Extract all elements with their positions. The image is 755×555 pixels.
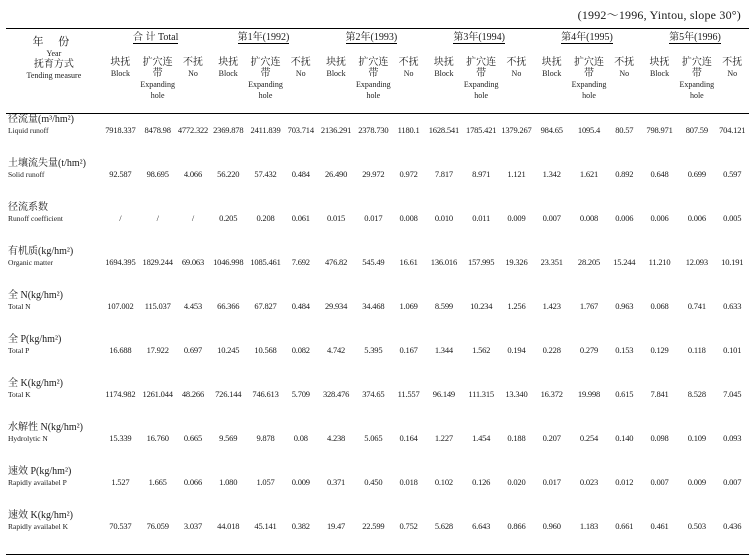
table-cell: 0.153 [615, 344, 634, 355]
row-label [6, 510, 102, 555]
subheader-cn: 块抚 [110, 57, 131, 68]
table-cell: 1785.421 [466, 124, 497, 135]
runoff-data-table [6, 28, 749, 555]
table-cell: 0.752 [399, 520, 418, 531]
table-cell: 0.503 [687, 520, 706, 531]
table-cell: 6.643 [472, 520, 491, 531]
table-cell: 0.208 [256, 212, 275, 223]
table-cell: 0.017 [542, 476, 561, 487]
header-sub-row [6, 51, 749, 113]
table-cell: 15.339 [109, 432, 132, 443]
table-cell: 1.256 [507, 300, 526, 311]
group-year-1: 第1年(1992) [237, 32, 290, 43]
table-cell: 0.279 [579, 344, 599, 355]
row-label-en: Runoff coefficient [8, 213, 63, 223]
subheader-block-g1 [102, 51, 139, 113]
table-cell: 2378.730 [358, 124, 389, 135]
table-cell: 0.194 [507, 344, 526, 355]
table-cell: 92.587 [109, 168, 132, 179]
table-cell: 476.82 [324, 256, 348, 267]
table-cell: 7.045 [723, 388, 742, 399]
table-cell: 1180.1 [397, 124, 420, 135]
table-cell: 28.205 [577, 256, 601, 267]
table-cell: 0.126 [472, 476, 491, 487]
table-cell: 807.59 [685, 124, 708, 135]
table-cell: 12.093 [685, 256, 708, 267]
table-cell: 96.149 [432, 388, 455, 399]
table-cell: 0.382 [291, 520, 310, 531]
table-cell: 5.395 [364, 344, 383, 355]
subheader-expanding-hole-g6 [678, 51, 715, 113]
table-cell: 0.006 [615, 212, 634, 223]
table-cell: 10.568 [254, 344, 277, 355]
table-cell: 1095.4 [577, 124, 601, 135]
table-cell: 2136.291 [320, 124, 352, 135]
year-label-en: Year [46, 49, 62, 58]
table-cell: 0.118 [687, 344, 706, 355]
table-cell: 0.007 [650, 476, 669, 487]
table-cell: 0.963 [615, 300, 634, 311]
table-cell: / [191, 212, 195, 223]
table-cell: 0.188 [507, 432, 526, 443]
table-cell: 0.012 [615, 476, 634, 487]
table-cell: 10.245 [217, 344, 240, 355]
table-row [6, 202, 749, 246]
table-cell: 0.207 [542, 432, 561, 443]
subheader-block-g6 [641, 51, 678, 113]
table-cell: 7.817 [434, 168, 453, 179]
row-label [6, 158, 102, 202]
table-cell: 374.65 [362, 388, 385, 399]
row-label-cn: 有机质(kg/hm²) [8, 245, 74, 257]
table-cell: 0.009 [291, 476, 310, 487]
subheader-no-g1 [176, 51, 209, 113]
row-label-en: Total K [8, 389, 31, 399]
subheader-cn: 块抚 [649, 57, 670, 68]
subheader-no-g5 [608, 51, 641, 113]
table-cell: 0.633 [723, 300, 742, 311]
row-label-en: Liquid runoff [8, 125, 49, 135]
table-cell: 34.468 [362, 300, 385, 311]
subheader-cn: 不抚 [398, 57, 419, 68]
table-cell: 0.109 [687, 432, 706, 443]
table-cell: 0.450 [364, 476, 383, 487]
table-cell: 0.960 [542, 520, 561, 531]
subheader-en: Expanding hole [356, 80, 391, 100]
table-cell: 26.490 [324, 168, 348, 179]
table-cell: 107.002 [107, 300, 134, 311]
table-cell: 76.059 [146, 520, 169, 531]
table-cell: 29.972 [362, 168, 385, 179]
table-cell: 13.340 [505, 388, 528, 399]
table-cell: 16.61 [399, 256, 418, 267]
row-label-en: Hydrolytic N [8, 433, 48, 443]
table-cell: 0.082 [291, 344, 310, 355]
row-label [6, 113, 102, 158]
row-label-en: Organic matter [8, 257, 54, 267]
table-cell: 4.238 [326, 432, 346, 443]
table-cell: 16.760 [146, 432, 169, 443]
subheader-block-g4 [425, 51, 462, 113]
table-cell: 1.621 [579, 168, 599, 179]
row-label-cn: 速效 P(kg/hm²) [8, 465, 72, 477]
table-cell: 0.098 [650, 432, 669, 443]
subheader-no-g3 [392, 51, 425, 113]
table-cell: 984.65 [540, 124, 563, 135]
row-label-cn: 全 K(kg/hm²) [8, 377, 63, 389]
table-cell: 0.205 [219, 212, 238, 223]
table-cell: 0.009 [687, 476, 706, 487]
table-cell: 1.080 [219, 476, 238, 487]
table-cell: 0.741 [687, 300, 706, 311]
header-label-cell [6, 29, 102, 114]
row-label [6, 246, 102, 290]
subheader-en: Block [649, 69, 670, 78]
table-caption: (1992～1996, Yintou, slope 30°) [577, 8, 741, 22]
table-cell: 703.714 [287, 124, 314, 135]
table-cell: 5.628 [434, 520, 453, 531]
table-cell: 704.121 [719, 124, 746, 135]
table-cell: 0.008 [579, 212, 599, 223]
table-cell: 0.140 [615, 432, 634, 443]
table-cell: 1.454 [472, 432, 491, 443]
table-row [6, 378, 749, 422]
row-label [6, 334, 102, 378]
row-label [6, 378, 102, 422]
table-cell: 7.841 [650, 388, 669, 399]
table-cell: 0.972 [399, 168, 418, 179]
table-cell: 328.476 [322, 388, 350, 399]
table-cell: 0.066 [183, 476, 203, 487]
table-cell: 8.599 [434, 300, 453, 311]
subheader-en: Block [218, 69, 238, 78]
table-cell: 0.006 [687, 212, 706, 223]
table-cell: 22.599 [362, 520, 385, 531]
table-cell: 16.372 [540, 388, 563, 399]
table-cell: 115.037 [144, 300, 171, 311]
row-label [6, 290, 102, 334]
group-total: 合 计 Total [132, 32, 179, 43]
table-row [6, 246, 749, 290]
row-label [6, 466, 102, 510]
subheader-cn: 扩穴连带 [681, 57, 712, 79]
row-label-en: Total P [8, 345, 30, 355]
group-year-3: 第3年(1994) [453, 32, 505, 43]
table-cell: 1085.461 [250, 256, 281, 267]
header-group-row [6, 29, 749, 52]
table-cell: 19.998 [577, 388, 601, 399]
table-cell: 0.371 [326, 476, 346, 487]
subheader-cn: 块抚 [326, 57, 347, 68]
table-row [6, 510, 749, 555]
table-cell: 56.220 [217, 168, 240, 179]
table-cell: 0.866 [507, 520, 526, 531]
subheader-en: Expanding hole [571, 80, 607, 100]
table-cell: 0.010 [434, 212, 453, 223]
table-cell: 1.423 [542, 300, 561, 311]
table-cell: 0.018 [399, 476, 418, 487]
subheader-cn: 块抚 [218, 57, 239, 68]
year-label-cn: 年 份 [32, 36, 76, 48]
table-cell: 11.210 [648, 256, 671, 267]
subheader-cn: 块抚 [541, 57, 562, 68]
table-cell: 0.699 [687, 168, 706, 179]
table-cell: 0.436 [723, 520, 742, 531]
table-cell: 0.102 [434, 476, 453, 487]
row-label-cn: 速效 K(kg/hm²) [8, 509, 73, 521]
table-cell: 0.164 [399, 432, 418, 443]
table-cell: 0.648 [650, 168, 669, 179]
table-cell: 70.537 [109, 520, 132, 531]
table-cell: 0.009 [507, 212, 526, 223]
subheader-cn: 不抚 [614, 57, 635, 68]
table-cell: 1.665 [148, 476, 167, 487]
row-label-en: Solid runoff [8, 169, 45, 179]
group-year-2: 第2年(1993) [345, 32, 398, 43]
table-cell: 1694.395 [105, 256, 136, 267]
row-label-cn: 全 N(kg/hm²) [8, 289, 63, 301]
table-cell: 0.101 [723, 344, 742, 355]
table-cell: 0.484 [291, 300, 310, 311]
table-cell: 157.995 [468, 256, 495, 267]
subheader-cn: 扩穴连带 [466, 57, 497, 79]
table-cell: 5.065 [364, 432, 383, 443]
subheader-cn: 扩穴连带 [358, 57, 389, 79]
row-label-cn: 水解性 N(kg/hm²) [8, 421, 83, 433]
table-row [6, 113, 749, 158]
table-cell: 0.023 [579, 476, 599, 487]
table-cell: 0.061 [291, 212, 310, 223]
row-label [6, 202, 102, 246]
table-cell: 10.191 [721, 256, 744, 267]
table-cell: 1.342 [542, 168, 561, 179]
table-cell: / [156, 212, 159, 223]
table-cell: 1.562 [472, 344, 491, 355]
subheader-expanding-hole-g2 [247, 51, 284, 113]
table-cell: 1.344 [434, 344, 453, 355]
subheader-cn: 扩穴连带 [142, 57, 173, 79]
subheader-en: Block [542, 69, 562, 78]
table-cell: 2411.839 [250, 124, 281, 135]
subheader-en: Block [434, 69, 454, 78]
subheader-en: Expanding hole [248, 80, 283, 100]
table-cell: 0.597 [723, 168, 742, 179]
table-cell: 1261.044 [142, 388, 173, 399]
table-cell: 0.068 [650, 300, 669, 311]
subheader-cn: 扩穴连带 [250, 57, 281, 79]
table-cell: 1.527 [111, 476, 130, 487]
table-cell: 545.49 [362, 256, 385, 267]
row-label-en: Rapidly availabel K [8, 521, 68, 531]
subheader-no-g2 [284, 51, 317, 113]
table-row [6, 466, 749, 510]
table-cell: 2369.878 [213, 124, 244, 135]
subheader-cn: 扩穴连带 [574, 57, 604, 79]
table-cell: 0.461 [650, 520, 669, 531]
row-label-cn: 全 P(kg/hm²) [8, 333, 62, 345]
table-cell: 0.020 [507, 476, 526, 487]
table-cell: 44.018 [217, 520, 240, 531]
table-body [6, 113, 749, 554]
table-cell: 98.695 [146, 168, 169, 179]
table-cell: 0.228 [542, 344, 561, 355]
table-cell: 67.827 [254, 300, 277, 311]
table-cell: 45.141 [254, 520, 277, 531]
subheader-cn: 块抚 [433, 57, 454, 68]
measure-label-cn: 抚育方式 [33, 59, 74, 70]
table-cell: 8.528 [687, 388, 706, 399]
table-cell: 29.934 [324, 300, 348, 311]
table-cell: 1.183 [579, 520, 599, 531]
subheader-cn: 不抚 [722, 57, 743, 68]
table-cell: 16.688 [109, 344, 132, 355]
table-cell: 1174.982 [105, 388, 136, 399]
table-cell: 0.167 [399, 344, 418, 355]
table-cell: 3.037 [183, 520, 203, 531]
table-cell: 1829.244 [142, 256, 173, 267]
table-cell: 0.665 [183, 432, 203, 443]
table-cell: 7.692 [291, 256, 310, 267]
table-cell: 66.366 [217, 300, 240, 311]
subheader-no-g6 [715, 51, 749, 113]
table-cell: 1.069 [399, 300, 418, 311]
subheader-en: No [188, 69, 198, 78]
table-cell: 15.244 [613, 256, 636, 267]
table-cell: 19.326 [505, 256, 528, 267]
table-cell: 0.254 [579, 432, 599, 443]
table-cell: 0.484 [291, 168, 310, 179]
subheader-en: Expanding hole [679, 80, 715, 100]
table-cell: 80.57 [615, 124, 634, 135]
table-cell: 798.971 [646, 124, 673, 135]
table-cell: 0.08 [293, 432, 308, 443]
subheader-en: Block [326, 69, 346, 78]
table-cell: 0.005 [723, 212, 742, 223]
table-cell: 1.121 [507, 168, 526, 179]
subheader-block-g2 [210, 51, 247, 113]
subheader-cn: 不抚 [182, 57, 203, 68]
subheader-block-g3 [317, 51, 354, 113]
table-cell: 0.007 [723, 476, 742, 487]
row-label-cn: 径流量(m³/hm²) [8, 113, 74, 125]
table-cell: 1.767 [579, 300, 599, 311]
subheader-en: No [295, 69, 306, 78]
table-cell: 57.432 [254, 168, 277, 179]
table-cell: 111.315 [468, 388, 494, 399]
subheader-no-g4 [500, 51, 533, 113]
table-cell: 0.892 [615, 168, 634, 179]
measure-label-en: Tending measure [26, 71, 82, 80]
group-year-4: 第4年(1995) [561, 32, 613, 43]
table-cell: 0.697 [183, 344, 203, 355]
table-cell: 4772.322 [177, 124, 209, 135]
subheader-en: No [511, 69, 522, 78]
table-cell: 0.093 [723, 432, 742, 443]
table-cell: 0.129 [650, 344, 669, 355]
table-cell: 0.011 [472, 212, 491, 223]
row-label [6, 422, 102, 466]
table-cell: 4.742 [326, 344, 346, 355]
subheader-expanding-hole-g5 [570, 51, 607, 113]
table-cell: 0.008 [399, 212, 418, 223]
table-cell: 7918.337 [105, 124, 136, 135]
group-year-5: 第5年(1996) [669, 32, 721, 43]
table-cell: 726.144 [215, 388, 242, 399]
table-cell: 17.922 [146, 344, 169, 355]
row-label-en: Total N [8, 301, 31, 311]
subheader-cn: 不抚 [290, 57, 311, 68]
table-cell: 0.615 [615, 388, 634, 399]
table-cell: 8478.98 [144, 124, 171, 135]
row-label-cn: 径流系数 [8, 201, 48, 213]
table-cell: 0.017 [364, 212, 383, 223]
table-cell: 136.016 [430, 256, 457, 267]
table-cell: 0.661 [615, 520, 634, 531]
table-row [6, 334, 749, 378]
table-cell: 1046.998 [213, 256, 244, 267]
subheader-en: No [727, 69, 738, 78]
table-cell: 9.569 [219, 432, 238, 443]
row-label-en: Rapidly availabel P [8, 477, 67, 487]
table-cell: 4.066 [183, 168, 203, 179]
subheader-en: No [619, 69, 630, 78]
table-row [6, 158, 749, 202]
subheader-block-g5 [533, 51, 570, 113]
table-cell: 9.878 [256, 432, 275, 443]
row-label-cn: 土壤流失量(t/hm²) [8, 157, 86, 169]
table-cell: 1.227 [434, 432, 453, 443]
subheader-en: Expanding hole [463, 80, 499, 100]
table-cell: 1379.267 [501, 124, 532, 135]
table-cell: 48.266 [181, 388, 205, 399]
subheader-en: Expanding hole [140, 80, 175, 100]
subheader-en: No [403, 69, 414, 78]
subheader-en: Block [110, 69, 130, 78]
table-cell: 5.709 [291, 388, 310, 399]
table-cell: 4.453 [183, 300, 203, 311]
table-cell: 10.234 [470, 300, 493, 311]
subheader-expanding-hole-g3 [355, 51, 392, 113]
table-cell: 0.015 [326, 212, 346, 223]
table-cell: / [119, 212, 122, 223]
subheader-expanding-hole-g1 [139, 51, 176, 113]
table-row [6, 290, 749, 334]
table-cell: 19.47 [326, 520, 346, 531]
table-cell: 8.971 [472, 168, 491, 179]
table-cell: 69.063 [181, 256, 205, 267]
table-cell: 23.351 [540, 256, 563, 267]
table-cell: 1.057 [256, 476, 275, 487]
table-cell: 11.557 [397, 388, 420, 399]
table-row [6, 422, 749, 466]
table-cell: 1628.541 [428, 124, 460, 135]
subheader-expanding-hole-g4 [463, 51, 500, 113]
table-cell: 0.006 [650, 212, 669, 223]
table-cell: 746.613 [252, 388, 279, 399]
subheader-cn: 不抚 [506, 57, 527, 68]
table-cell: 0.007 [542, 212, 561, 223]
